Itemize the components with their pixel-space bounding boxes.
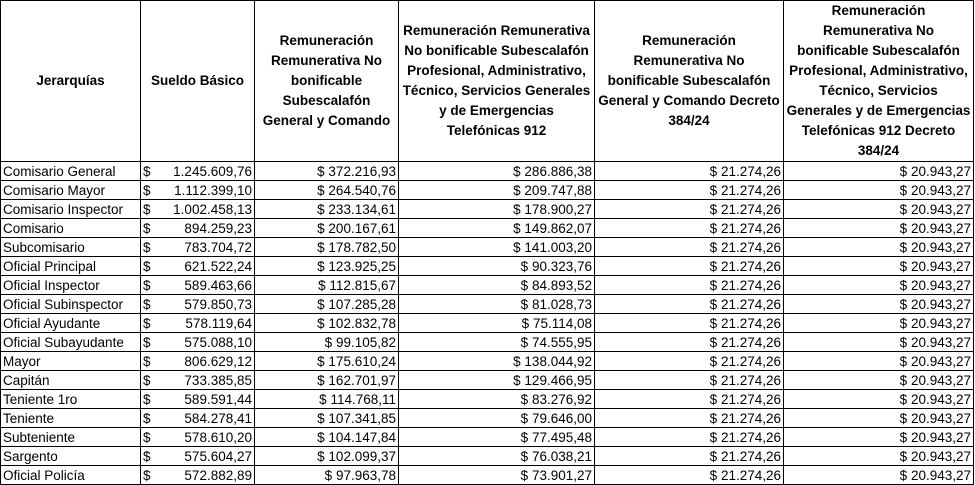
rem-general-comando-decreto-cell	[595, 466, 784, 485]
amount-value: 21.274,26	[720, 201, 781, 217]
amount-value: 20.943,27	[910, 239, 971, 255]
currency-symbol: $	[143, 239, 151, 255]
amount-value: 21.274,26	[720, 410, 781, 426]
currency-symbol: $	[317, 296, 325, 312]
sueldo-basico-cell	[141, 390, 255, 409]
amount-value: 20.943,27	[910, 391, 971, 407]
sueldo-basico-cell	[141, 276, 255, 295]
currency-symbol: $	[513, 372, 521, 388]
table-row	[1, 352, 974, 371]
amount-value: 84.893,52	[531, 277, 592, 293]
table-row	[1, 409, 974, 428]
rem-profesional-cell	[399, 219, 595, 238]
rem-general-comando-cell	[255, 200, 399, 219]
currency-symbol: $	[317, 201, 325, 217]
header-sueldo-basico: Sueldo Básico	[141, 1, 255, 162]
amount-value: 21.274,26	[720, 429, 781, 445]
jerarquia-cell: Oficial Principal	[1, 257, 141, 276]
amount-value: 74.555,95	[531, 334, 592, 350]
sueldo-basico-cell	[141, 314, 255, 333]
rem-general-comando-decreto-cell	[595, 295, 784, 314]
currency-symbol: $	[520, 334, 529, 350]
rem-profesional-cell	[399, 352, 595, 371]
currency-symbol: $	[899, 429, 908, 445]
currency-symbol: $	[143, 353, 151, 369]
rem-general-comando-decreto-cell	[595, 409, 784, 428]
currency-symbol: $	[899, 201, 908, 217]
amount-value: 75.114,08	[532, 315, 592, 331]
currency-symbol: $	[899, 410, 908, 426]
jerarquia-cell: Oficial Inspector	[1, 276, 141, 295]
currency-symbol: $	[143, 429, 151, 445]
rem-general-comando-decreto-cell	[595, 352, 784, 371]
rem-profesional-cell	[399, 409, 595, 428]
table-body	[1, 162, 974, 485]
amount-value: 104.147,84	[328, 429, 396, 445]
jerarquia-cell: Teniente	[1, 409, 141, 428]
currency-symbol: $	[317, 239, 325, 255]
currency-symbol: $	[143, 448, 151, 464]
amount-value: 107.341,85	[328, 410, 396, 426]
jerarquia-cell: Comisario Inspector	[1, 200, 141, 219]
rem-profesional-decreto-cell	[784, 352, 974, 371]
table-row	[1, 181, 974, 200]
amount-value: 102.099,37	[328, 448, 396, 464]
currency-symbol: $	[143, 410, 151, 426]
rem-profesional-cell	[399, 181, 595, 200]
jerarquia-cell: Capitán	[1, 371, 141, 390]
amount-value: 20.943,27	[910, 372, 971, 388]
amount-value: 21.274,26	[720, 334, 781, 350]
currency-symbol: $	[899, 296, 908, 312]
currency-symbol: $	[513, 220, 521, 236]
currency-symbol: $	[899, 372, 908, 388]
currency-symbol: $	[899, 182, 908, 198]
amount-value: 107.285,28	[328, 296, 396, 312]
amount-value: 21.274,26	[720, 467, 781, 483]
table-row	[1, 371, 974, 390]
currency-symbol: $	[143, 182, 151, 198]
amount-value: 21.274,26	[720, 372, 781, 388]
currency-symbol: $	[317, 353, 325, 369]
rem-general-comando-cell	[255, 428, 399, 447]
rem-profesional-cell	[399, 162, 595, 181]
table-row	[1, 238, 974, 257]
rem-general-comando-decreto-cell	[595, 162, 784, 181]
amount-value: 175.610,24	[328, 353, 396, 369]
amount-value: 233.134,61	[328, 201, 396, 217]
rem-general-comando-decreto-cell	[595, 447, 784, 466]
currency-symbol: $	[520, 448, 529, 464]
rem-general-comando-cell	[255, 371, 399, 390]
amount-value: 579.850,73	[184, 296, 252, 312]
sueldo-basico-cell	[141, 466, 255, 485]
amount-value: 21.274,26	[720, 182, 781, 198]
amount-value: 286.886,38	[524, 163, 592, 179]
amount-value: 141.003,20	[524, 239, 592, 255]
currency-symbol: $	[899, 334, 908, 350]
table-row	[1, 390, 974, 409]
amount-value: 129.466,95	[524, 372, 592, 388]
currency-symbol: $	[324, 334, 333, 350]
rem-profesional-decreto-cell	[784, 466, 974, 485]
currency-symbol: $	[521, 315, 530, 331]
amount-value: 83.276,92	[531, 391, 592, 407]
amount-value: 76.038,21	[531, 448, 592, 464]
amount-value: 733.385,85	[184, 372, 252, 388]
currency-symbol: $	[899, 163, 908, 179]
amount-value: 21.274,26	[720, 163, 781, 179]
currency-symbol: $	[709, 410, 718, 426]
currency-symbol: $	[143, 334, 151, 350]
rem-profesional-decreto-cell	[784, 295, 974, 314]
rem-general-comando-decreto-cell	[595, 257, 784, 276]
amount-value: 21.274,26	[720, 220, 781, 236]
currency-symbol: $	[317, 163, 325, 179]
sueldo-basico-cell	[141, 333, 255, 352]
amount-value: 578.119,64	[185, 315, 252, 331]
currency-symbol: $	[899, 315, 908, 331]
amount-value: 200.167,61	[328, 220, 396, 236]
rem-profesional-decreto-cell	[784, 276, 974, 295]
currency-symbol: $	[317, 258, 325, 274]
rem-profesional-decreto-cell	[784, 447, 974, 466]
amount-value: 21.274,26	[720, 277, 781, 293]
sueldo-basico-cell	[141, 447, 255, 466]
rem-general-comando-cell	[255, 162, 399, 181]
amount-value: 806.629,12	[184, 353, 252, 369]
currency-symbol: $	[317, 220, 325, 236]
amount-value: 783.704,72	[184, 239, 252, 255]
table-row	[1, 276, 974, 295]
sueldo-basico-cell	[141, 181, 255, 200]
rem-profesional-cell	[399, 200, 595, 219]
rem-general-comando-cell	[255, 333, 399, 352]
jerarquia-cell: Mayor	[1, 352, 141, 371]
rem-profesional-cell	[399, 428, 595, 447]
currency-symbol: $	[143, 372, 151, 388]
table-row	[1, 219, 974, 238]
amount-value: 20.943,27	[910, 201, 971, 217]
currency-symbol: $	[709, 239, 718, 255]
rem-profesional-cell	[399, 314, 595, 333]
rem-general-comando-cell	[255, 409, 399, 428]
header-rem-general-comando-decreto: Remuneración Remunerativa No bonificable Subescalafón General y Comando Decreto 384/24	[595, 1, 784, 162]
sueldo-basico-cell	[141, 371, 255, 390]
currency-symbol: $	[513, 163, 521, 179]
rem-general-comando-decreto-cell	[595, 200, 784, 219]
amount-value: 21.274,26	[720, 258, 781, 274]
currency-symbol: $	[899, 391, 908, 407]
amount-value: 20.943,27	[910, 353, 971, 369]
currency-symbol: $	[143, 258, 151, 274]
jerarquia-cell: Oficial Subayudante	[1, 333, 141, 352]
currency-symbol: $	[709, 315, 718, 331]
rem-general-comando-cell	[255, 238, 399, 257]
currency-symbol: $	[520, 410, 529, 426]
table-row	[1, 466, 974, 485]
currency-symbol: $	[709, 296, 718, 312]
amount-value: 21.274,26	[720, 315, 781, 331]
amount-value: 20.943,27	[910, 296, 971, 312]
currency-symbol: $	[143, 315, 151, 331]
amount-value: 20.943,27	[910, 163, 971, 179]
amount-value: 621.522,24	[184, 258, 252, 274]
rem-profesional-cell	[399, 333, 595, 352]
header-jerarquias: Jerarquías	[1, 1, 141, 162]
currency-symbol: $	[520, 391, 529, 407]
currency-symbol: $	[143, 296, 151, 312]
amount-value: 20.943,27	[910, 334, 971, 350]
amount-value: 20.943,27	[910, 467, 971, 483]
amount-value: 178.900,27	[524, 201, 592, 217]
currency-symbol: $	[520, 467, 529, 483]
jerarquia-cell: Subteniente	[1, 428, 141, 447]
jerarquia-cell: Sargento	[1, 447, 141, 466]
currency-symbol: $	[709, 258, 718, 274]
rem-profesional-cell	[399, 238, 595, 257]
currency-symbol: $	[319, 391, 327, 407]
rem-general-comando-decreto-cell	[595, 428, 784, 447]
rem-profesional-decreto-cell	[784, 314, 974, 333]
amount-value: 1.245.609,76	[173, 163, 252, 179]
currency-symbol: $	[709, 391, 718, 407]
amount-value: 575.604,27	[184, 448, 252, 464]
currency-symbol: $	[709, 372, 718, 388]
amount-value: 114.768,11	[330, 391, 396, 407]
amount-value: 21.274,26	[720, 296, 781, 312]
header-rem-profesional: Remuneración Remunerativa No bonificable Subescalafón Profesional, Administrativo, Técnico, Servicios Generales y de Emergencias Telefónicas 912	[399, 1, 595, 162]
amount-value: 20.943,27	[910, 429, 971, 445]
rem-profesional-cell	[399, 390, 595, 409]
rem-general-comando-cell	[255, 466, 399, 485]
jerarquia-cell: Subcomisario	[1, 238, 141, 257]
sueldo-basico-cell	[141, 200, 255, 219]
amount-value: 578.610,20	[184, 429, 252, 445]
rem-profesional-decreto-cell	[784, 333, 974, 352]
currency-symbol: $	[709, 182, 718, 198]
amount-value: 21.274,26	[720, 448, 781, 464]
header-rem-general-comando: Remuneración Remunerativa No bonificable Subescalafón General y Comando	[255, 1, 399, 162]
currency-symbol: $	[899, 448, 908, 464]
currency-symbol: $	[899, 353, 908, 369]
rem-profesional-decreto-cell	[784, 200, 974, 219]
currency-symbol: $	[709, 429, 718, 445]
currency-symbol: $	[513, 182, 521, 198]
amount-value: 209.747,88	[524, 182, 592, 198]
sueldo-basico-cell	[141, 257, 255, 276]
currency-symbol: $	[143, 201, 151, 217]
rem-general-comando-cell	[255, 295, 399, 314]
amount-value: 73.901,27	[531, 467, 592, 483]
currency-symbol: $	[709, 220, 718, 236]
currency-symbol: $	[899, 220, 908, 236]
rem-profesional-cell	[399, 276, 595, 295]
amount-value: 20.943,27	[910, 448, 971, 464]
jerarquia-cell: Comisario Mayor	[1, 181, 141, 200]
sueldo-basico-cell	[141, 409, 255, 428]
currency-symbol: $	[324, 467, 333, 483]
currency-symbol: $	[317, 315, 325, 331]
amount-value: 20.943,27	[910, 410, 971, 426]
amount-value: 178.782,50	[328, 239, 396, 255]
currency-symbol: $	[317, 182, 325, 198]
amount-value: 372.216,93	[328, 163, 396, 179]
amount-value: 21.274,26	[720, 239, 781, 255]
sueldo-basico-cell	[141, 428, 255, 447]
amount-value: 21.274,26	[720, 353, 781, 369]
rem-general-comando-decreto-cell	[595, 390, 784, 409]
rem-general-comando-cell	[255, 181, 399, 200]
table-row	[1, 295, 974, 314]
amount-value: 79.646,00	[531, 410, 592, 426]
currency-symbol: $	[709, 277, 718, 293]
currency-symbol: $	[143, 163, 151, 179]
amount-value: 102.832,78	[328, 315, 396, 331]
table-row	[1, 314, 974, 333]
jerarquia-cell: Oficial Subinspector	[1, 295, 141, 314]
jerarquia-cell: Oficial Ayudante	[1, 314, 141, 333]
rem-general-comando-cell	[255, 352, 399, 371]
rem-general-comando-cell	[255, 219, 399, 238]
currency-symbol: $	[899, 258, 908, 274]
amount-value: 123.925,25	[328, 258, 396, 274]
rem-profesional-cell	[399, 371, 595, 390]
sueldo-basico-cell	[141, 295, 255, 314]
amount-value: 77.495,48	[531, 429, 592, 445]
amount-value: 99.105,82	[335, 334, 396, 350]
amount-value: 20.943,27	[910, 182, 971, 198]
rem-profesional-decreto-cell	[784, 257, 974, 276]
currency-symbol: $	[318, 277, 326, 293]
amount-value: 584.278,41	[184, 410, 252, 426]
currency-symbol: $	[520, 429, 529, 445]
amount-value: 112.815,67	[329, 277, 396, 293]
jerarquia-cell: Oficial Policía	[1, 466, 141, 485]
amount-value: 589.463,66	[184, 277, 252, 293]
rem-general-comando-cell	[255, 257, 399, 276]
rem-general-comando-decreto-cell	[595, 371, 784, 390]
currency-symbol: $	[709, 467, 718, 483]
currency-symbol: $	[513, 353, 521, 369]
currency-symbol: $	[709, 334, 718, 350]
amount-value: 20.943,27	[910, 220, 971, 236]
currency-symbol: $	[899, 467, 908, 483]
currency-symbol: $	[143, 220, 151, 236]
jerarquia-cell: Teniente 1ro	[1, 390, 141, 409]
rem-profesional-decreto-cell	[784, 238, 974, 257]
currency-symbol: $	[709, 201, 718, 217]
table-row	[1, 162, 974, 181]
rem-general-comando-cell	[255, 314, 399, 333]
amount-value: 21.274,26	[720, 391, 781, 407]
currency-symbol: $	[520, 296, 529, 312]
amount-value: 575.088,10	[184, 334, 252, 350]
rem-profesional-cell	[399, 295, 595, 314]
currency-symbol: $	[143, 467, 151, 483]
rem-profesional-cell	[399, 447, 595, 466]
table-row	[1, 428, 974, 447]
sueldo-basico-cell	[141, 352, 255, 371]
header-row	[1, 1, 974, 162]
currency-symbol: $	[709, 353, 718, 369]
rem-profesional-cell	[399, 257, 595, 276]
sueldo-basico-cell	[141, 219, 255, 238]
table-row	[1, 257, 974, 276]
currency-symbol: $	[513, 239, 521, 255]
rem-profesional-decreto-cell	[784, 181, 974, 200]
amount-value: 20.943,27	[910, 315, 971, 331]
rem-profesional-cell	[399, 466, 595, 485]
amount-value: 20.943,27	[910, 277, 971, 293]
rem-general-comando-cell	[255, 276, 399, 295]
jerarquia-cell: Comisario	[1, 219, 141, 238]
rem-general-comando-cell	[255, 447, 399, 466]
rem-general-comando-decreto-cell	[595, 314, 784, 333]
amount-value: 572.882,89	[184, 467, 252, 483]
amount-value: 1.002.458,13	[173, 201, 252, 217]
rem-profesional-decreto-cell	[784, 162, 974, 181]
amount-value: 162.701,97	[328, 372, 396, 388]
amount-value: 20.943,27	[910, 258, 971, 274]
currency-symbol: $	[317, 429, 325, 445]
amount-value: 81.028,73	[531, 296, 592, 312]
rem-general-comando-decreto-cell	[595, 238, 784, 257]
rem-profesional-decreto-cell	[784, 409, 974, 428]
sueldo-basico-cell	[141, 238, 255, 257]
table-row	[1, 333, 974, 352]
currency-symbol: $	[513, 201, 521, 217]
currency-symbol: $	[899, 239, 908, 255]
table-row	[1, 200, 974, 219]
amount-value: 90.323,76	[531, 258, 592, 274]
amount-value: 894.259,23	[184, 220, 252, 236]
currency-symbol: $	[317, 372, 325, 388]
amount-value: 1.112.399,10	[174, 182, 252, 198]
currency-symbol: $	[520, 258, 529, 274]
rem-profesional-decreto-cell	[784, 371, 974, 390]
rem-general-comando-decreto-cell	[595, 181, 784, 200]
rem-profesional-decreto-cell	[784, 390, 974, 409]
currency-symbol: $	[143, 277, 151, 293]
currency-symbol: $	[317, 448, 325, 464]
amount-value: 138.044,92	[524, 353, 592, 369]
sueldo-basico-cell	[141, 162, 255, 181]
header-rem-profesional-decreto: Remuneración Remunerativa No bonificable Subescalafón Profesional, Administrativo, Técnico, Servicios Generales y de Emergencias Telefónicas 912 Decreto 384/24	[784, 1, 974, 162]
rem-general-comando-decreto-cell	[595, 219, 784, 238]
table-row	[1, 447, 974, 466]
currency-symbol: $	[317, 410, 325, 426]
rem-general-comando-decreto-cell	[595, 276, 784, 295]
rem-profesional-decreto-cell	[784, 219, 974, 238]
jerarquia-cell: Comisario General	[1, 162, 141, 181]
currency-symbol: $	[899, 277, 908, 293]
rem-profesional-decreto-cell	[784, 428, 974, 447]
currency-symbol: $	[709, 163, 718, 179]
currency-symbol: $	[709, 448, 718, 464]
currency-symbol: $	[143, 391, 151, 407]
amount-value: 264.540,76	[328, 182, 396, 198]
amount-value: 97.963,78	[335, 467, 396, 483]
rem-general-comando-cell	[255, 390, 399, 409]
amount-value: 589.591,44	[184, 391, 252, 407]
amount-value: 149.862,07	[524, 220, 592, 236]
currency-symbol: $	[520, 277, 529, 293]
rem-general-comando-decreto-cell	[595, 333, 784, 352]
